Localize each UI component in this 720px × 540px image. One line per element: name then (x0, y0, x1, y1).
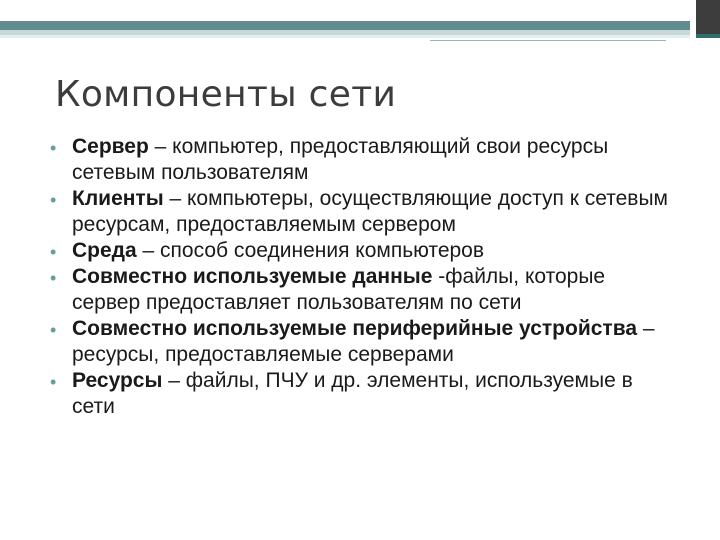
list-item (50, 134, 670, 186)
corner-block (696, 0, 720, 34)
header-strip-faint (0, 35, 690, 38)
accent-line (430, 40, 666, 41)
bullet-icon: • (50, 268, 57, 288)
item-term: Клиенты (72, 187, 164, 210)
item-text: -файлы, которые сервер предоставляет пользователям по сети (72, 265, 606, 314)
item-term: Среда (72, 239, 137, 262)
item-term: Совместно используемые периферийные устройства (72, 317, 638, 340)
bullet-icon: • (50, 242, 57, 262)
item-text: – файлы, ПЧУ и др. элементы, используемые в сети (72, 369, 633, 418)
header-strip-dark (0, 21, 690, 30)
list-item (50, 238, 670, 264)
bullet-icon: • (50, 138, 57, 158)
list-item (50, 264, 670, 316)
slide-title: Компоненты сети (55, 74, 397, 115)
item-term: Сервер (72, 135, 149, 158)
bullet-icon: • (50, 372, 57, 392)
item-term: Ресурсы (72, 369, 163, 392)
bullet-list (50, 134, 670, 420)
item-text: – ресурсы, предоставляемые серверами (72, 317, 655, 366)
bullet-icon: • (50, 190, 57, 210)
item-text: – компьютер, предоставляющий свои ресурсы сетевым пользователям (72, 135, 609, 184)
list-item (50, 186, 670, 238)
item-term: Совместно используемые данные (72, 265, 433, 288)
list-item (50, 368, 670, 420)
bullet-icon: • (50, 320, 57, 340)
list-item (50, 316, 670, 368)
item-text: – способ соединения компьютеров (136, 239, 485, 262)
top-band (0, 0, 720, 20)
item-text: – компьютеры, осуществляющие доступ к сетевым ресурсам, предоставляемым сервером (72, 187, 668, 236)
